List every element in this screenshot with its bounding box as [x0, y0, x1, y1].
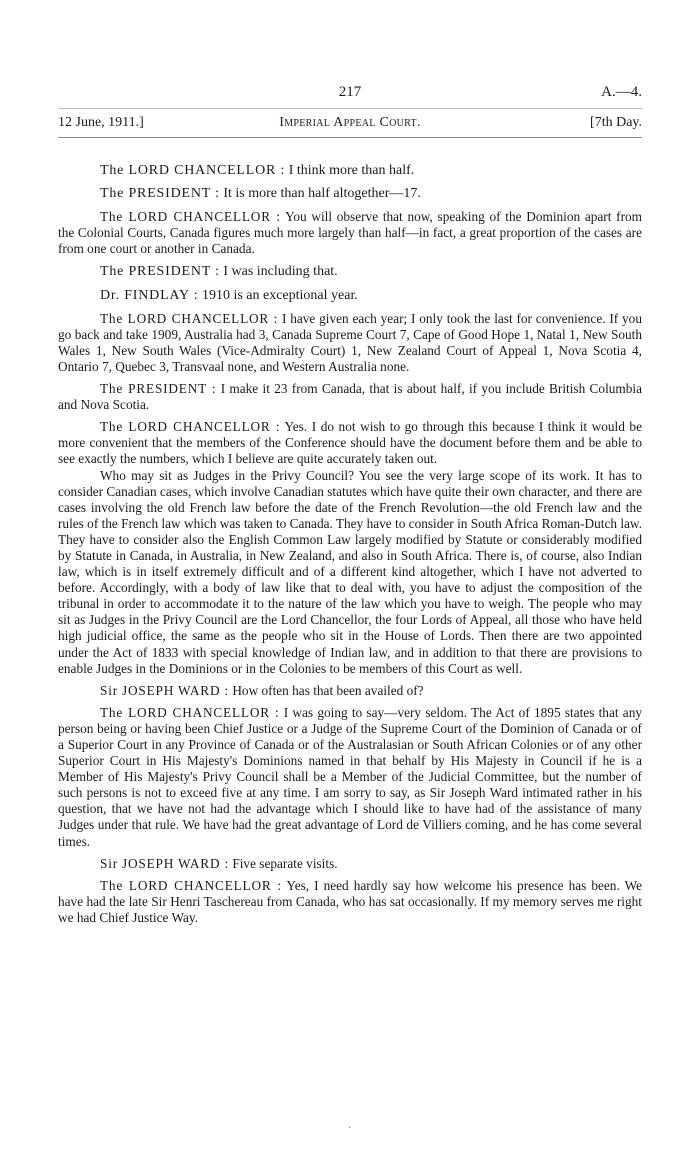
paragraph [58, 288, 642, 304]
paragraph [58, 683, 642, 699]
speaker-name: The LORD CHANCELLOR : [100, 163, 286, 178]
page-number: 217 [338, 84, 362, 100]
paragraph-text: I make it 23 from Canada, that is about half, if you include British Columbia and Nova Scotia. [58, 381, 642, 413]
paragraph [58, 381, 642, 413]
document-reference: A.—4. [601, 84, 642, 100]
header-rule [58, 108, 642, 109]
paragraph-text: 1910 is an exceptional year. [201, 287, 358, 303]
header-title: Imperial Appeal Court. [279, 115, 421, 130]
header-date: 12 June, 1911.] [58, 115, 144, 130]
paragraph-text: I think more than half. [288, 163, 415, 178]
paragraph [58, 209, 642, 257]
paragraph-text: You will observe that now, speaking of the Dominion apart from the Colonial Courts, Canada figures much more largely than half—in fact, a great proportion of the cases are from one court or another in Canada. [58, 209, 642, 257]
paragraph-text: I have given each year; I only took the last for convenience. If you go back and take 1909, Australia had 3, Canada Supreme Court 7, Cape of Good Hope 1, Natal 1, New South Wales 1, New South Wales (Vice-Admiralty Court) 1, New Zealand Court of Appeal 1, Nova Scotia 4, Ontario 7, Quebec 3, Transvaal none, and Western Australia none. [58, 310, 642, 374]
transcript-body [58, 156, 642, 926]
paragraph [58, 419, 642, 467]
footer-mark: · [348, 1123, 352, 1134]
paragraph [58, 468, 642, 677]
speaker-name: The LORD CHANCELLOR : [100, 310, 279, 326]
speaker-name: Sir JOSEPH WARD : [100, 682, 229, 698]
header-day: [7th Day. [590, 115, 642, 130]
paragraph-text: How often has that been availed of? [232, 682, 424, 698]
speaker-name: The PRESIDENT : [100, 264, 220, 280]
speaker-name: The LORD CHANCELLOR : [100, 877, 282, 893]
speaker-name: The LORD CHANCELLOR : [100, 419, 281, 435]
running-header [58, 115, 642, 138]
speaker-name: The PRESIDENT : [100, 186, 220, 202]
paragraph [58, 856, 642, 872]
paragraph [58, 186, 642, 202]
paragraph-text: Who may sit as Judges in the Privy Council? You see the very large scope of its work. It has to consider Canadian cases, which involve Canadian statutes which have quite their own character, and there are cases involving the old French law before the date of the French Revolution—the old French law and the rules of the French law which was taken to Canada. They have to consider in South Africa Roman-Dutch law. They have to consider also the English Common Law largely modified by Statute or considerably modified by Statute in Canada, in Australia, in New Zealand, and also in South Africa. There is, of course, also Indian law, which is in itself extremely difficult and of a different kind altogether, which I have not adverted to before. Accordingly, with a body of law like that to deal with, you have to adjust the composition of the tribunal in order to accommodate it to the nature of the law which you have to weigh. The people who may sit as Judges in the Privy Council are the Lord Chancellor, the four Lords of Appeal, all those who have held high judicial office, the same as the people who sit in the House of Lords. Then there are two appointed under the Act of 1833 with special knowledge of Indian law, and in addition to that there are provisions to enable Judges in the Dominions or in the Colonies to be members of this Court as well. [58, 467, 642, 676]
paragraph [58, 264, 642, 280]
paragraph-text: It is more than half altogether—17. [223, 186, 421, 202]
paragraph [58, 311, 642, 375]
paragraph-text: I was going to say—very seldom. The Act of 1895 states that any person being or having been Chief Justice or a Judge of the Supreme Court of the Dominion of Canada or of a Superior Court in any Province of Canada or of the Australasian or South African Colonies or of any other Superior Court in His Majesty's Dominions named in that behalf by His Majesty in Council if he is a Member of His Majesty's Privy Council shall be a Member of the Judicial Committee, but the number of such persons is not to exceed five at any time. I am sorry to say, as Sir Joseph Ward intimated rather in his question, that we have not had the advantage which I should like to have had of the assistance of many Judges under that rule. We have had the great advantage of Lord de Villiers coming, and he has come several times. [58, 704, 642, 849]
paragraph-text: Five separate visits. [232, 855, 338, 871]
speaker-name: The LORD CHANCELLOR : [100, 704, 280, 720]
speaker-name: The PRESIDENT : [100, 381, 217, 397]
paragraph [58, 163, 642, 179]
paragraph-text: Yes, I need hardly say how welcome his presence has been. We have had the late Sir Henri Taschereau from Canada, who has sat occasionally. If my memory serves me right we had Chief Justice Way. [58, 877, 642, 925]
paragraph-text: I was including that. [223, 264, 338, 280]
paragraph-text: Yes. I do not wish to go through this because I think it would be more convenient that the members of the Conference should have the document before them and be able to see exactly the numbers, which I believe are quite accurately taken out. [58, 419, 642, 467]
paragraph [58, 705, 642, 850]
speaker-name: Dr. FINDLAY : [100, 287, 199, 303]
speaker-name: Sir JOSEPH WARD : [100, 855, 229, 871]
speaker-name: The LORD CHANCELLOR : [100, 209, 281, 225]
paragraph [58, 878, 642, 926]
